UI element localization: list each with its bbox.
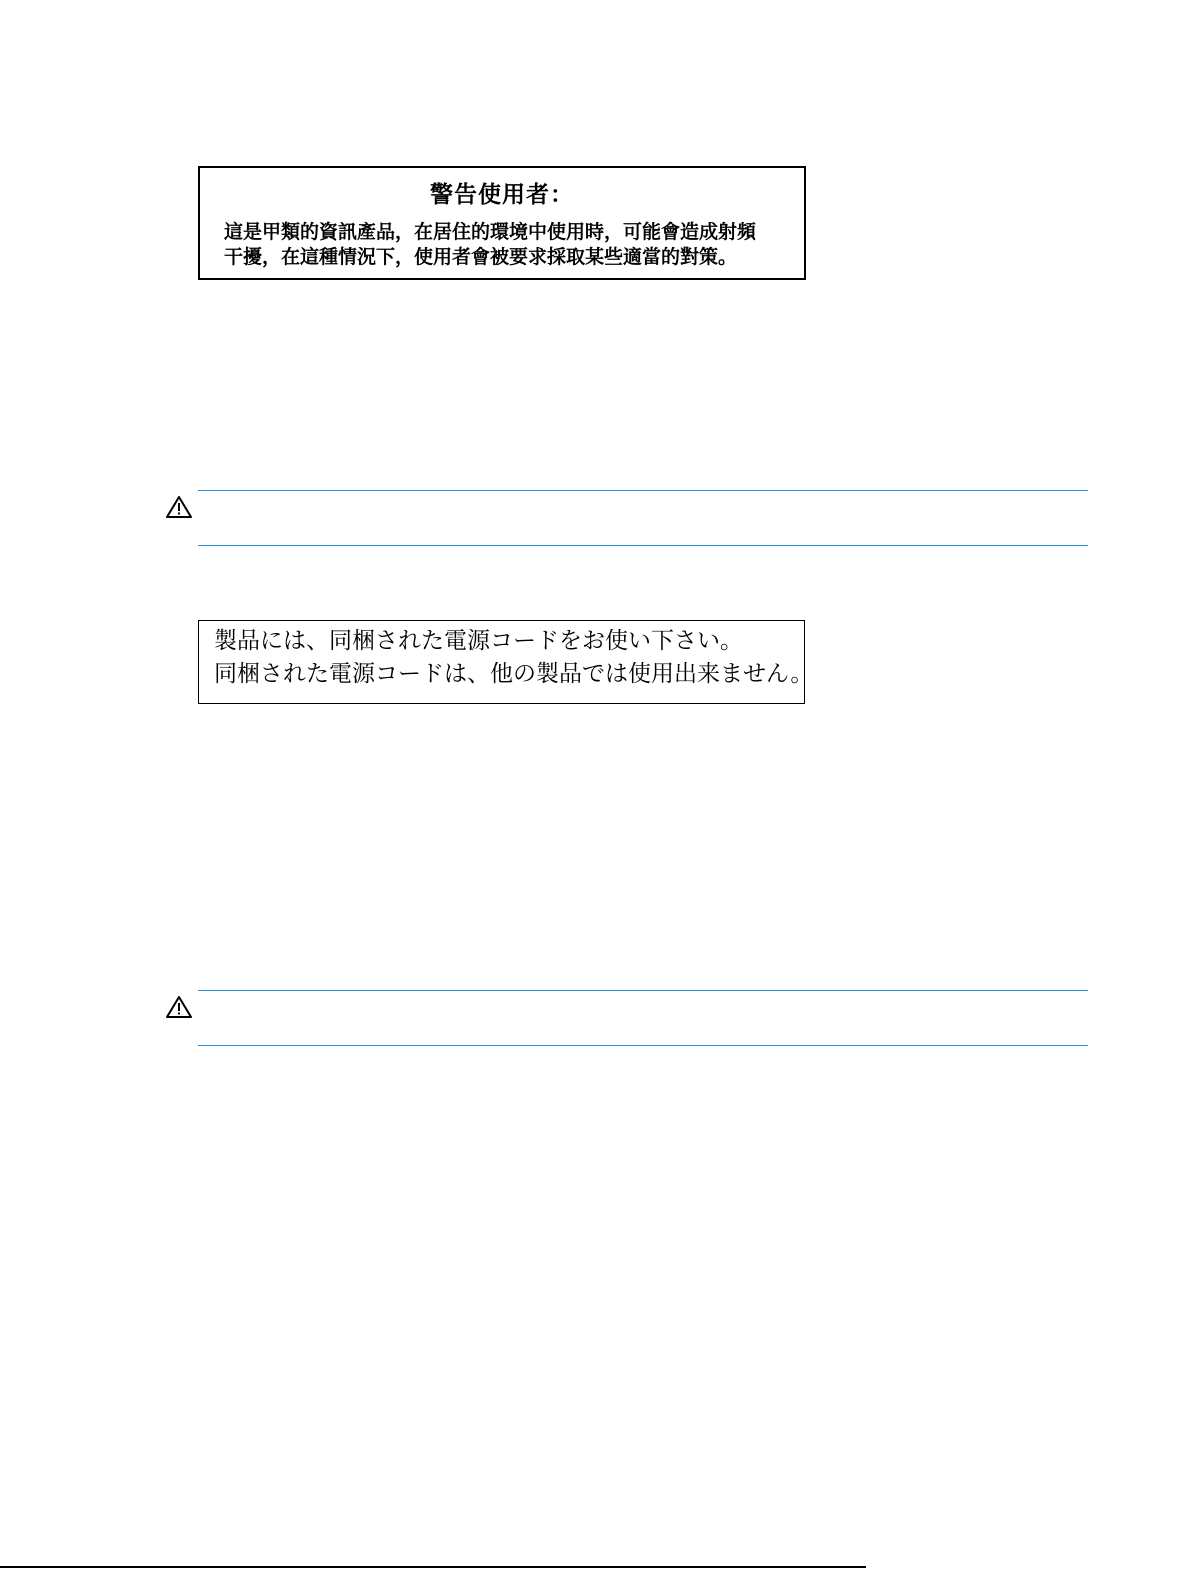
warning-block	[160, 990, 1088, 1046]
japan-power-cord-notice-box	[198, 620, 814, 704]
warning-triangle-icon	[165, 995, 193, 1019]
notice-body	[214, 625, 814, 691]
notice-title: 警告使用者：	[430, 181, 574, 208]
notice-line: 這是甲類的資訊產品，在居住的環境中使用時，可能會造成射頻	[224, 221, 757, 243]
warning-rule-bottom	[198, 1045, 1088, 1046]
notice-line: 同梱された電源コードは、他の製品では使用出来ません。	[214, 661, 814, 687]
notice-line: 製品には、同梱された電源コードをお使い下さい。	[214, 628, 743, 654]
taiwan-class-a-notice-box	[198, 166, 806, 280]
warning-rule-top	[198, 990, 1088, 991]
warning-rule-bottom	[198, 545, 1088, 546]
warning-triangle-icon	[165, 495, 193, 519]
notice-line: 干擾，在這種情況下，使用者會被要求採取某些適當的對策。	[224, 246, 738, 268]
warning-rule-top	[198, 490, 1088, 491]
footer-rule	[0, 1566, 866, 1568]
notice-body	[224, 220, 794, 270]
warning-block	[160, 490, 1088, 546]
